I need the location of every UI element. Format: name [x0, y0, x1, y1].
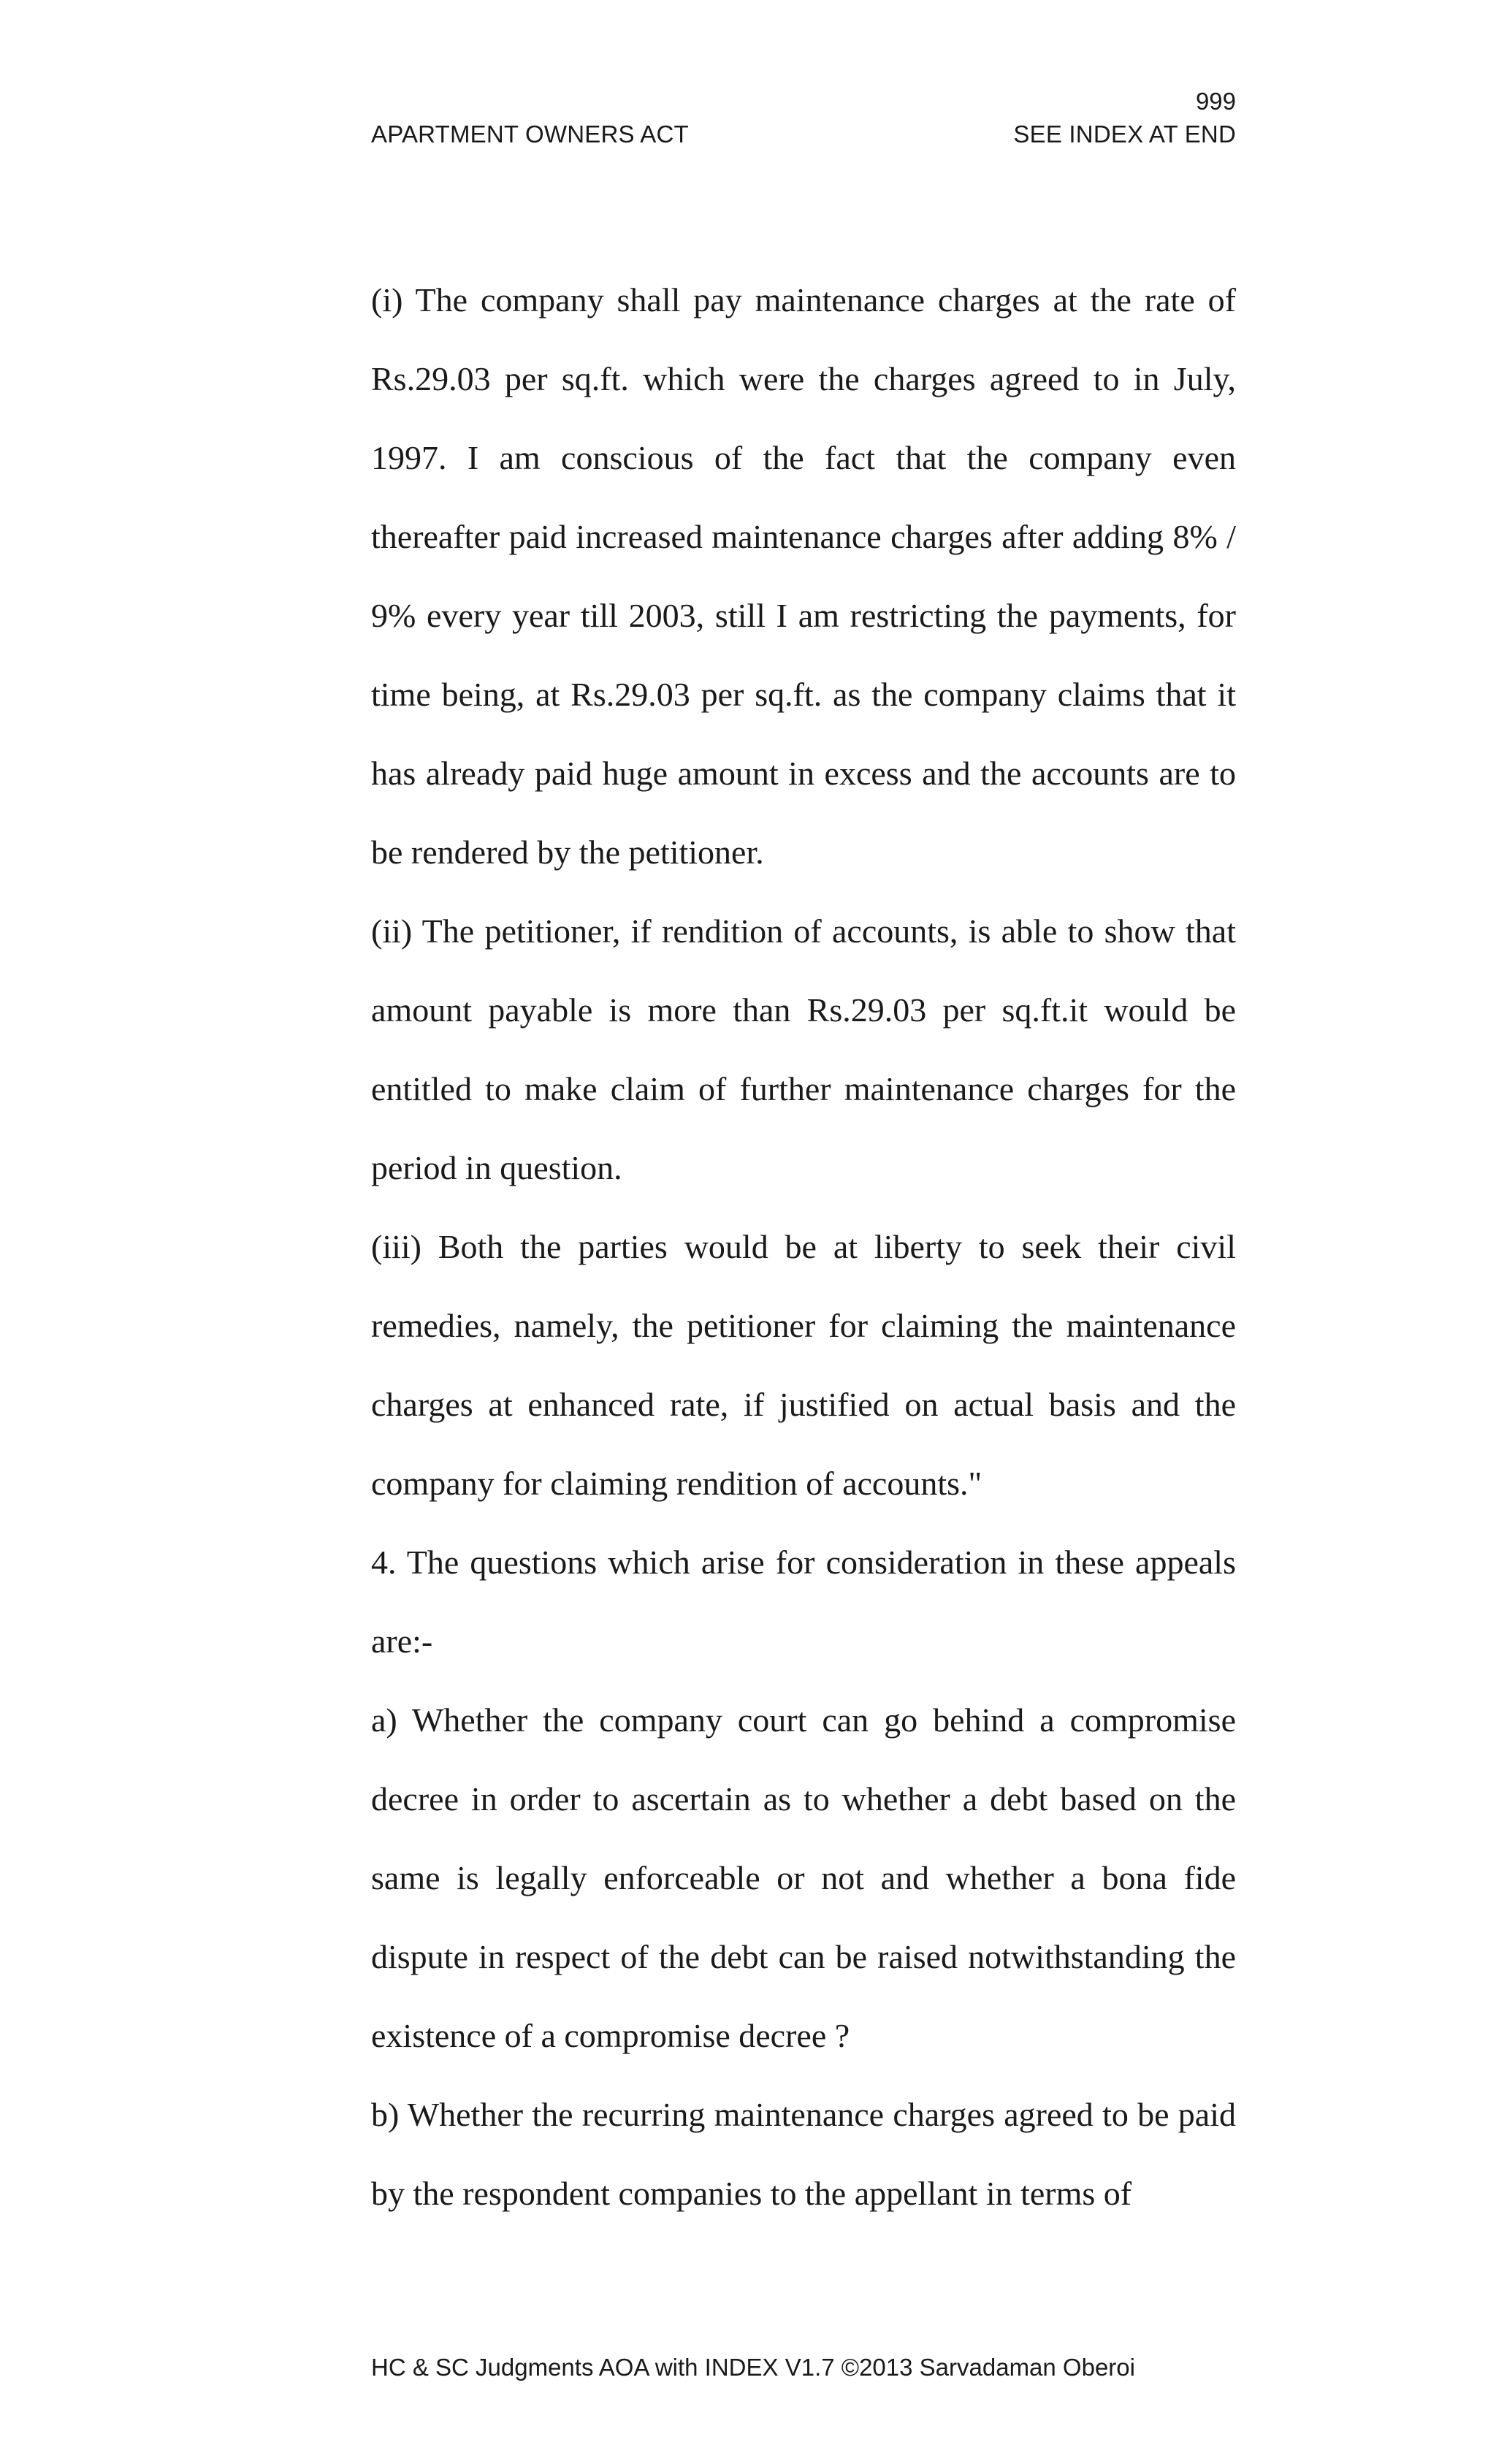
running-header — [371, 121, 1236, 148]
paragraph-clause-iii: (iii) Both the parties would be at liberty to seek their civil remedies, namely, the petitioner for claiming the maintenance charges at enhanced rate, if justified on actual basis and the company for claiming rendition of accounts." — [371, 1228, 1236, 1502]
paragraph-clause-i: (i) The company shall pay maintenance charges at the rate of Rs.29.03 per sq.ft. which were the charges agreed to in July, 1997. I am conscious of the fact that the company even thereafter paid increased maintenance charges after adding 8% / 9% every year till 2003, still I am restricting the payments, for time being, at Rs.29.03 per sq.ft. as the company claims that it has already paid huge amount in excess and the accounts are to be rendered by the petitioner. — [371, 281, 1236, 871]
paragraph-clause-ii: (ii) The petitioner, if rendition of accounts, is able to show that amount payable is more than Rs.29.03 per sq.ft.it would be entitled to make claim of further maintenance charges for the period in question. — [371, 912, 1236, 1186]
page-footer: HC & SC Judgments AOA with INDEX V1.7 ©2013 Sarvadaman Oberoi — [371, 2354, 1135, 2381]
document-body — [371, 261, 1236, 2233]
header-index-note: SEE INDEX AT END — [1013, 121, 1236, 148]
paragraph-question-b: b) Whether the recurring maintenance charges agreed to be paid by the respondent companies to the appellant in terms of — [371, 2096, 1236, 2212]
paragraph-question-a: a) Whether the company court can go behind a compromise decree in order to ascertain as to whether a debt based on the same is legally enforceable or not and whether a bona fide dispute in respect of the debt can be raised notwithstanding the existence of a compromise decree ? — [371, 1701, 1236, 2054]
header-title: APARTMENT OWNERS ACT — [371, 121, 689, 148]
page-number: 999 — [1195, 88, 1236, 115]
paragraph-questions: 4. The questions which arise for consideration in these appeals are:- — [371, 1544, 1236, 1660]
